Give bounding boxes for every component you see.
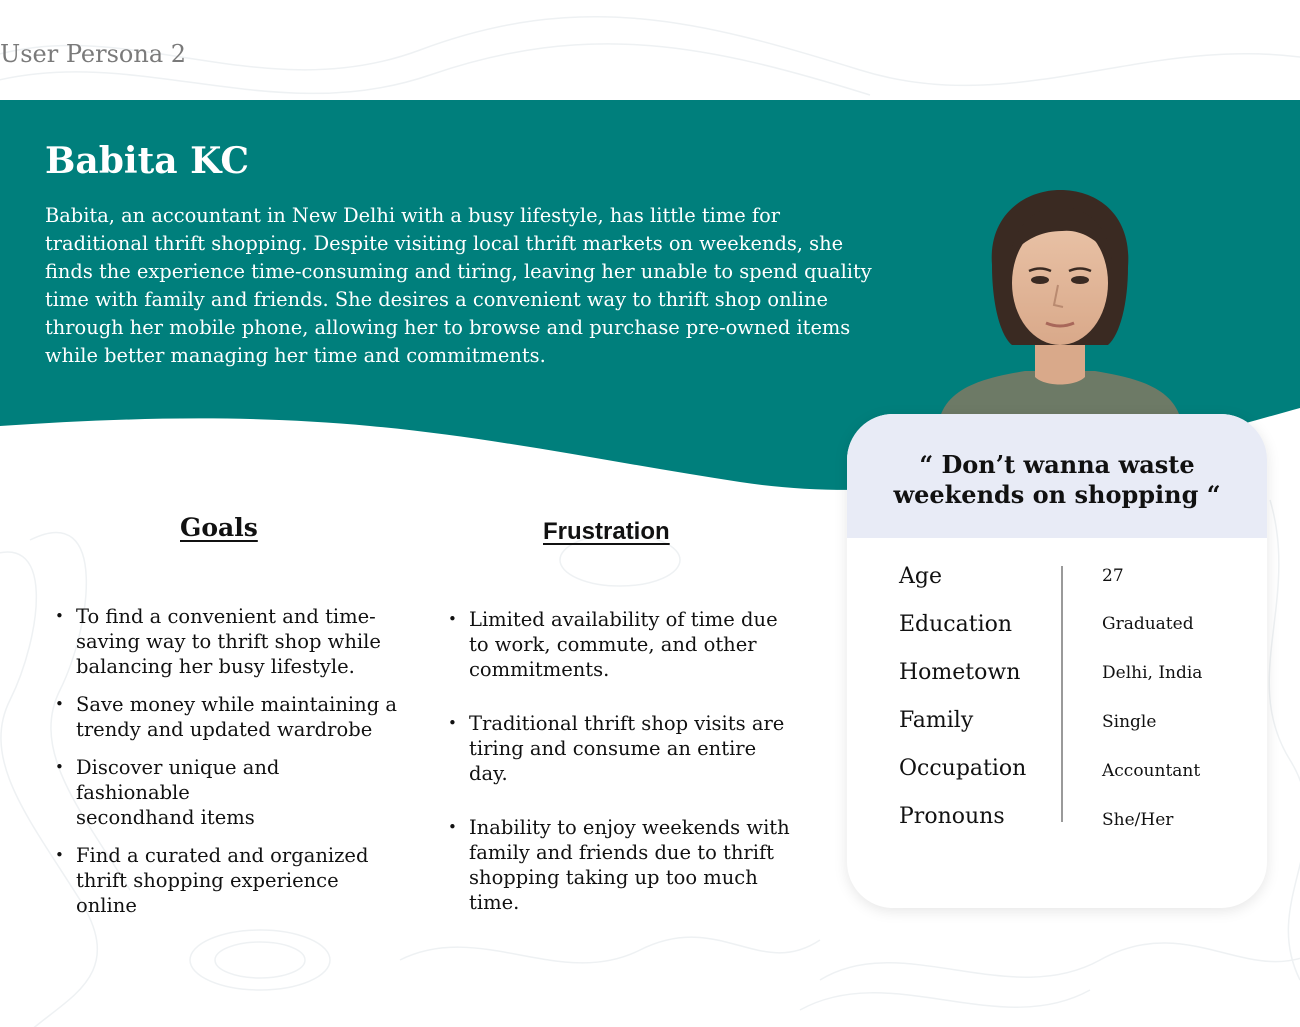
- persona-info-card: [847, 414, 1267, 908]
- info-divider: [1061, 566, 1063, 822]
- info-label-education: Education: [899, 612, 1013, 637]
- page-label: User Persona 2: [0, 40, 187, 68]
- persona-quote: [867, 450, 1247, 510]
- goal-item: • Find a curated and organized thrift shopping experience online: [46, 843, 376, 918]
- frustration-item: • Inability to enjoy weekends with family and friends due to thrift shopping taking up too much time.: [439, 815, 804, 915]
- persona-bio: Babita, an accountant in New Delhi with a busy lifestyle, has little time for traditional thrift shopping. Despite visiting local thrift markets on weekends, she finds the experience time-consuming and tiring, leaving her unable to spend quality time with family and friends. She desires a convenient way to thrift shop online through her mobile phone, allowing her to browse and purchase pre-owned items while better managing her time and commitments.: [45, 204, 872, 367]
- info-label-family: Family: [899, 708, 974, 733]
- info-value-pronouns: She/Her: [1102, 810, 1174, 830]
- info-value-hometown: Delhi, India: [1102, 663, 1203, 683]
- persona-name: Babita KC: [45, 140, 250, 182]
- info-value-education: Graduated: [1102, 614, 1194, 634]
- goal-item: • Save money while maintaining a trendy and updated wardrobe: [46, 692, 406, 742]
- frustration-list: [439, 607, 804, 944]
- info-value-occupation: Accountant: [1102, 761, 1201, 781]
- goals-heading: Goals: [180, 513, 258, 542]
- goals-list: [46, 604, 406, 931]
- info-label-age: Age: [899, 564, 942, 589]
- quote-line-1: “ Don’t wanna waste: [919, 450, 1195, 479]
- info-label-pronouns: Pronouns: [899, 804, 1005, 829]
- goal-item: • Discover unique and fashionable secondhand items: [46, 755, 306, 830]
- frustration-item: • Traditional thrift shop visits are tiring and consume an entire day.: [439, 711, 799, 786]
- info-value-age: 27: [1102, 566, 1124, 586]
- quote-line-2: weekends on shopping “: [893, 480, 1221, 509]
- portrait-photo: [930, 185, 1190, 417]
- goal-item: • To find a convenient and time-saving way to thrift shop while balancing her busy lifestyle.: [46, 604, 406, 679]
- frustration-heading: Frustration: [543, 518, 670, 545]
- quote-box: [847, 414, 1267, 538]
- frustration-item: • Limited availability of time due to work, commute, and other commitments.: [439, 607, 789, 682]
- info-label-occupation: Occupation: [899, 756, 1027, 781]
- info-value-family: Single: [1102, 712, 1157, 732]
- info-label-hometown: Hometown: [899, 660, 1021, 685]
